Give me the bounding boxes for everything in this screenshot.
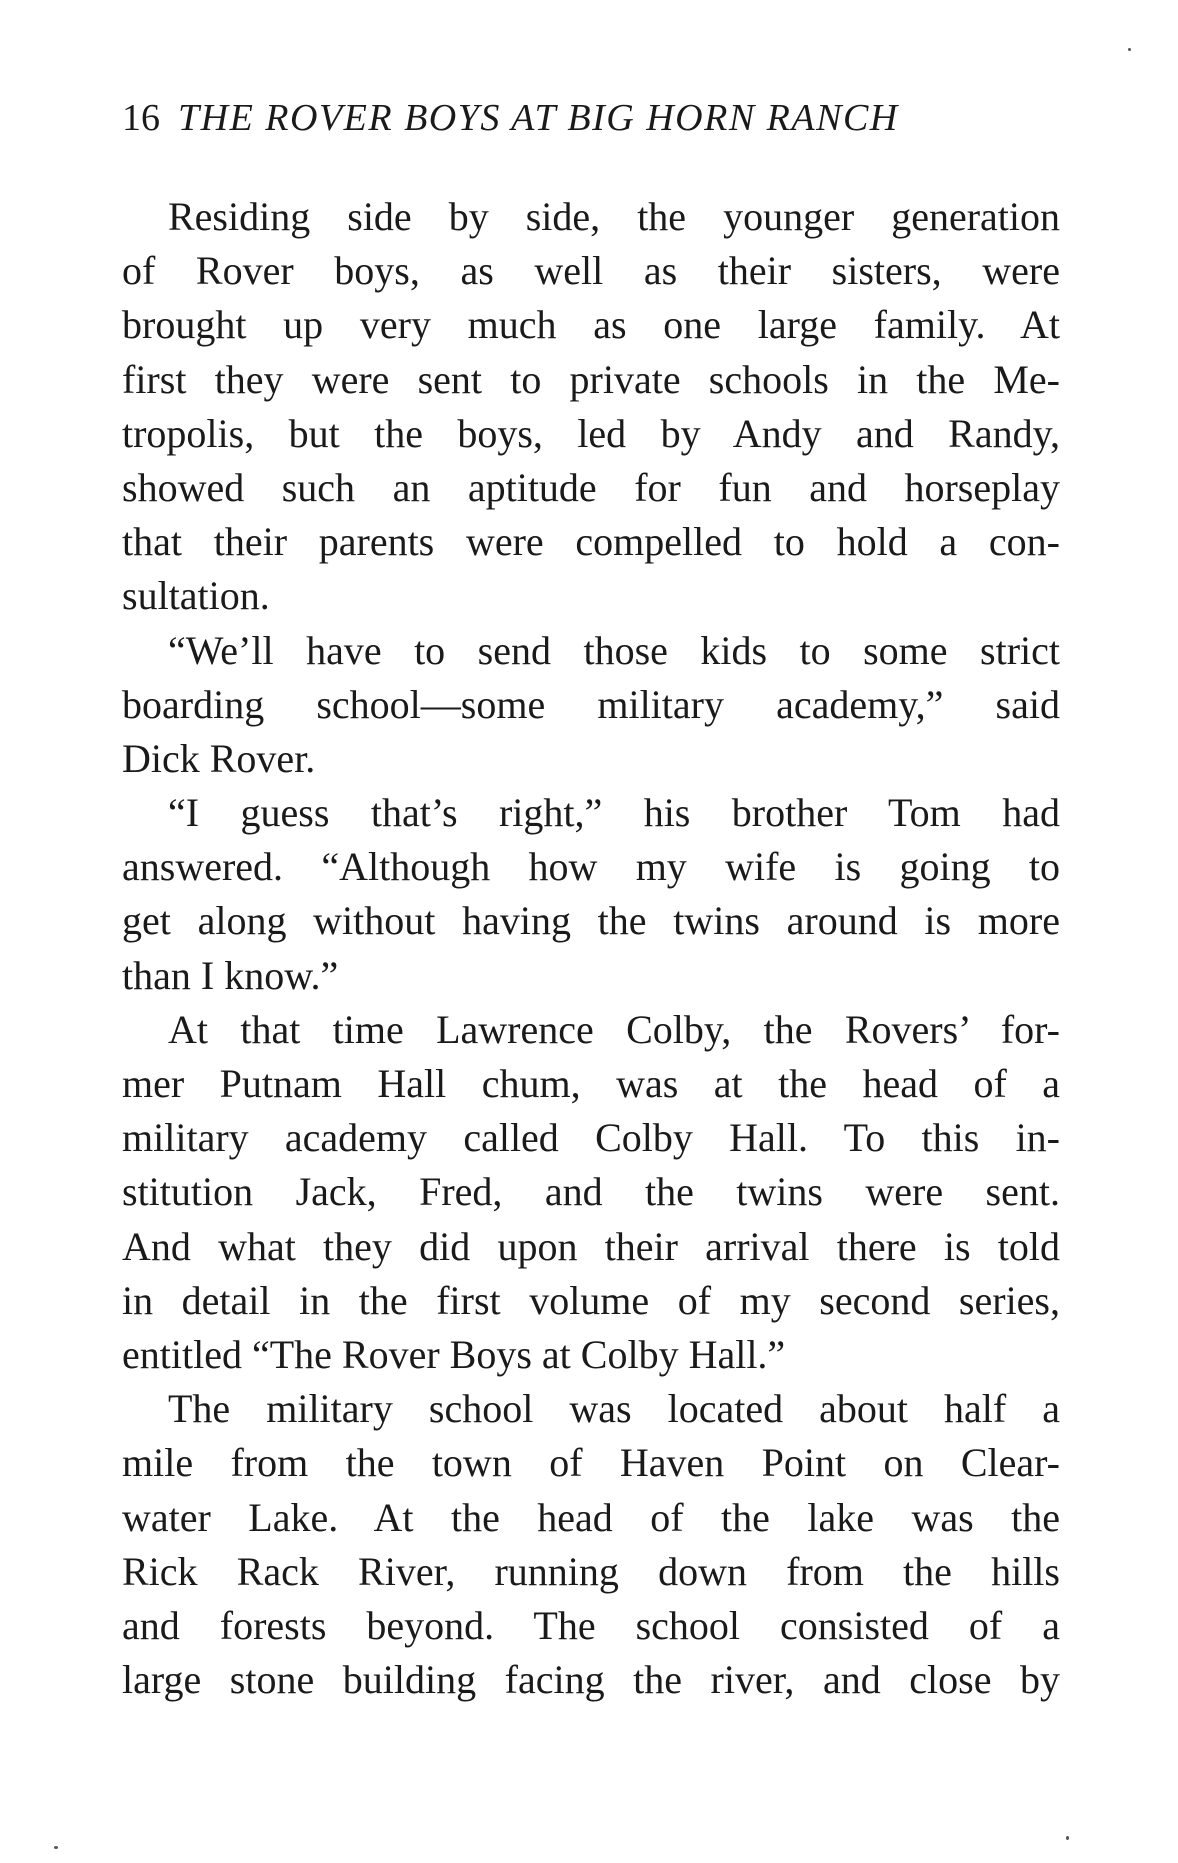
text-line: stitution Jack, Fred, and the twins were sent. xyxy=(122,1169,1060,1215)
text-line: showed such an aptitude for fun and horseplay xyxy=(122,464,1060,510)
text-line: that their parents were compelled to hold a con- xyxy=(122,519,1060,565)
text-line: Rick Rack River, running down from the hills xyxy=(122,1548,1060,1594)
body-text xyxy=(122,190,1060,1707)
scan-speck xyxy=(54,1846,58,1849)
scan-speck xyxy=(1066,1836,1069,1840)
text-line: and forests beyond. The school consisted of a xyxy=(122,1602,1060,1648)
paragraph xyxy=(122,624,1060,787)
text-line: mile from the town of Haven Point on Clear- xyxy=(122,1440,1060,1486)
text-line: large stone building facing the river, and close by xyxy=(122,1657,1060,1703)
text-line: Dick Rover. xyxy=(122,735,316,781)
running-head xyxy=(122,92,1062,144)
text-line: Residing side by side, the younger generation xyxy=(168,194,1060,239)
text-line: And what they did upon their arrival there is told xyxy=(122,1223,1060,1269)
text-line: in detail in the first volume of my second series, xyxy=(122,1277,1060,1323)
text-line: brought up very much as one large family. At xyxy=(122,302,1060,348)
page-number: 16 xyxy=(122,97,160,139)
text-line: “We’ll have to send those kids to some strict xyxy=(168,627,1060,673)
text-line: “I guess that’s right,” his brother Tom had xyxy=(168,790,1060,836)
text-line: water Lake. At the head of the lake was the xyxy=(122,1494,1060,1540)
text-line: of Rover boys, as well as their sisters, were xyxy=(122,248,1060,294)
text-line: At that time Lawrence Colby, the Rovers’ for- xyxy=(168,1006,1060,1052)
paragraph xyxy=(122,1003,1060,1382)
paragraph xyxy=(122,786,1060,1003)
paragraph xyxy=(122,190,1060,624)
text-line: tropolis, but the boys, led by Andy and Randy, xyxy=(122,410,1060,456)
text-line: sultation. xyxy=(122,573,270,619)
text-line: answered. “Although how my wife is going to xyxy=(122,844,1060,890)
text-line: than I know.” xyxy=(122,952,339,998)
paragraph xyxy=(122,1382,1060,1707)
text-line: get along without having the twins around is more xyxy=(122,898,1060,944)
scan-speck xyxy=(1128,48,1131,51)
running-title: THE ROVER BOYS AT BIG HORN RANCH xyxy=(178,97,899,139)
text-line: The military school was located about half a xyxy=(168,1386,1060,1432)
text-line: boarding school—some military academy,” said xyxy=(122,681,1060,727)
text-line: first they were sent to private schools in the Me- xyxy=(122,356,1060,402)
text-line: mer Putnam Hall chum, was at the head of a xyxy=(122,1061,1060,1106)
text-line: military academy called Colby Hall. To this in- xyxy=(122,1115,1060,1161)
text-line: entitled “The Rover Boys at Colby Hall.” xyxy=(122,1331,786,1377)
